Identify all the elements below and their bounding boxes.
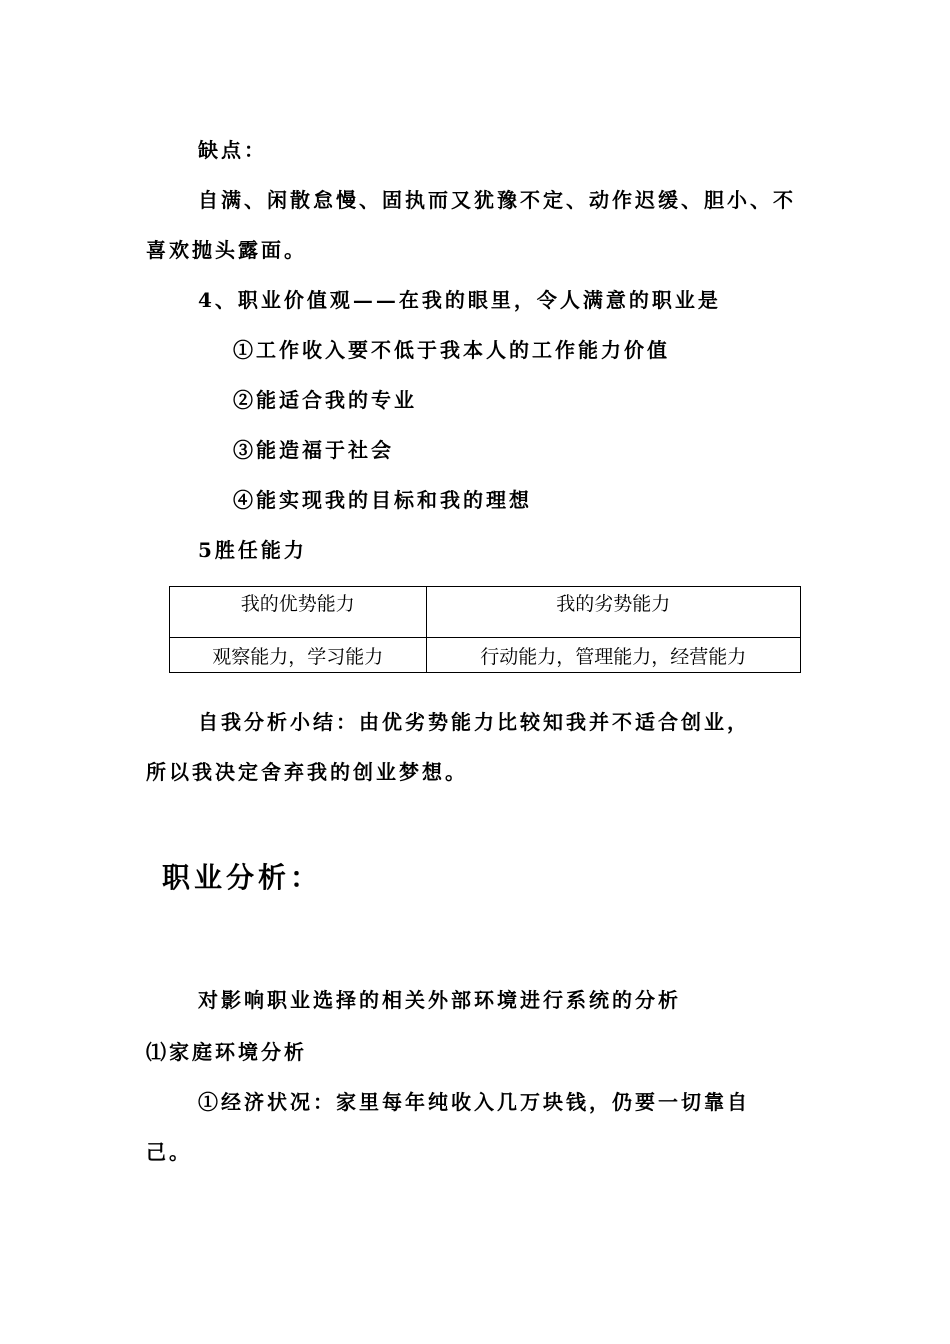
summary-line-1: 自我分析小结：由优劣势能力比较知我并不适合创业，: [198, 710, 750, 734]
career-analysis-title: 职业分析：: [162, 861, 323, 894]
weakness-line-1: 自满、闲散怠慢、固执而又犹豫不定、动作迟缓、胆小、不: [198, 188, 796, 212]
values-item-4: ④能实现我的目标和我的理想: [233, 488, 532, 512]
summary-line-2: 所以我决定舍弃我的创业梦想。: [146, 760, 468, 784]
environment-intro: 对影响职业选择的相关外部环境进行系统的分析: [198, 988, 681, 1012]
weakness-line-2: 喜欢抛头露面。: [146, 238, 307, 262]
ability-table-header-row: [170, 587, 801, 638]
competence-heading: 5胜任能力: [198, 538, 307, 562]
ability-table-row: [170, 638, 801, 673]
values-item-3: ③能造福于社会: [233, 438, 394, 462]
ability-table: [169, 586, 801, 673]
weaknesses-cell: 行动能力，管理能力，经营能力: [426, 638, 800, 673]
economy-line-2: 己。: [146, 1140, 192, 1164]
weaknesses-header: 我的劣势能力: [426, 587, 800, 638]
values-item-1: ①工作收入要不低于我本人的工作能力价值: [233, 338, 670, 362]
weakness-label: 缺点：: [198, 138, 267, 162]
strengths-cell: 观察能力，学习能力: [170, 638, 427, 673]
family-environment-heading: ⑴家庭环境分析: [146, 1040, 307, 1064]
values-item-2: ②能适合我的专业: [233, 388, 417, 412]
economy-line-1: ①经济状况：家里每年纯收入几万块钱，仍要一切靠自: [198, 1090, 750, 1114]
strengths-header: 我的优势能力: [170, 587, 427, 638]
values-heading: 4、职业价值观——在我的眼里，令人满意的职业是: [198, 288, 721, 312]
